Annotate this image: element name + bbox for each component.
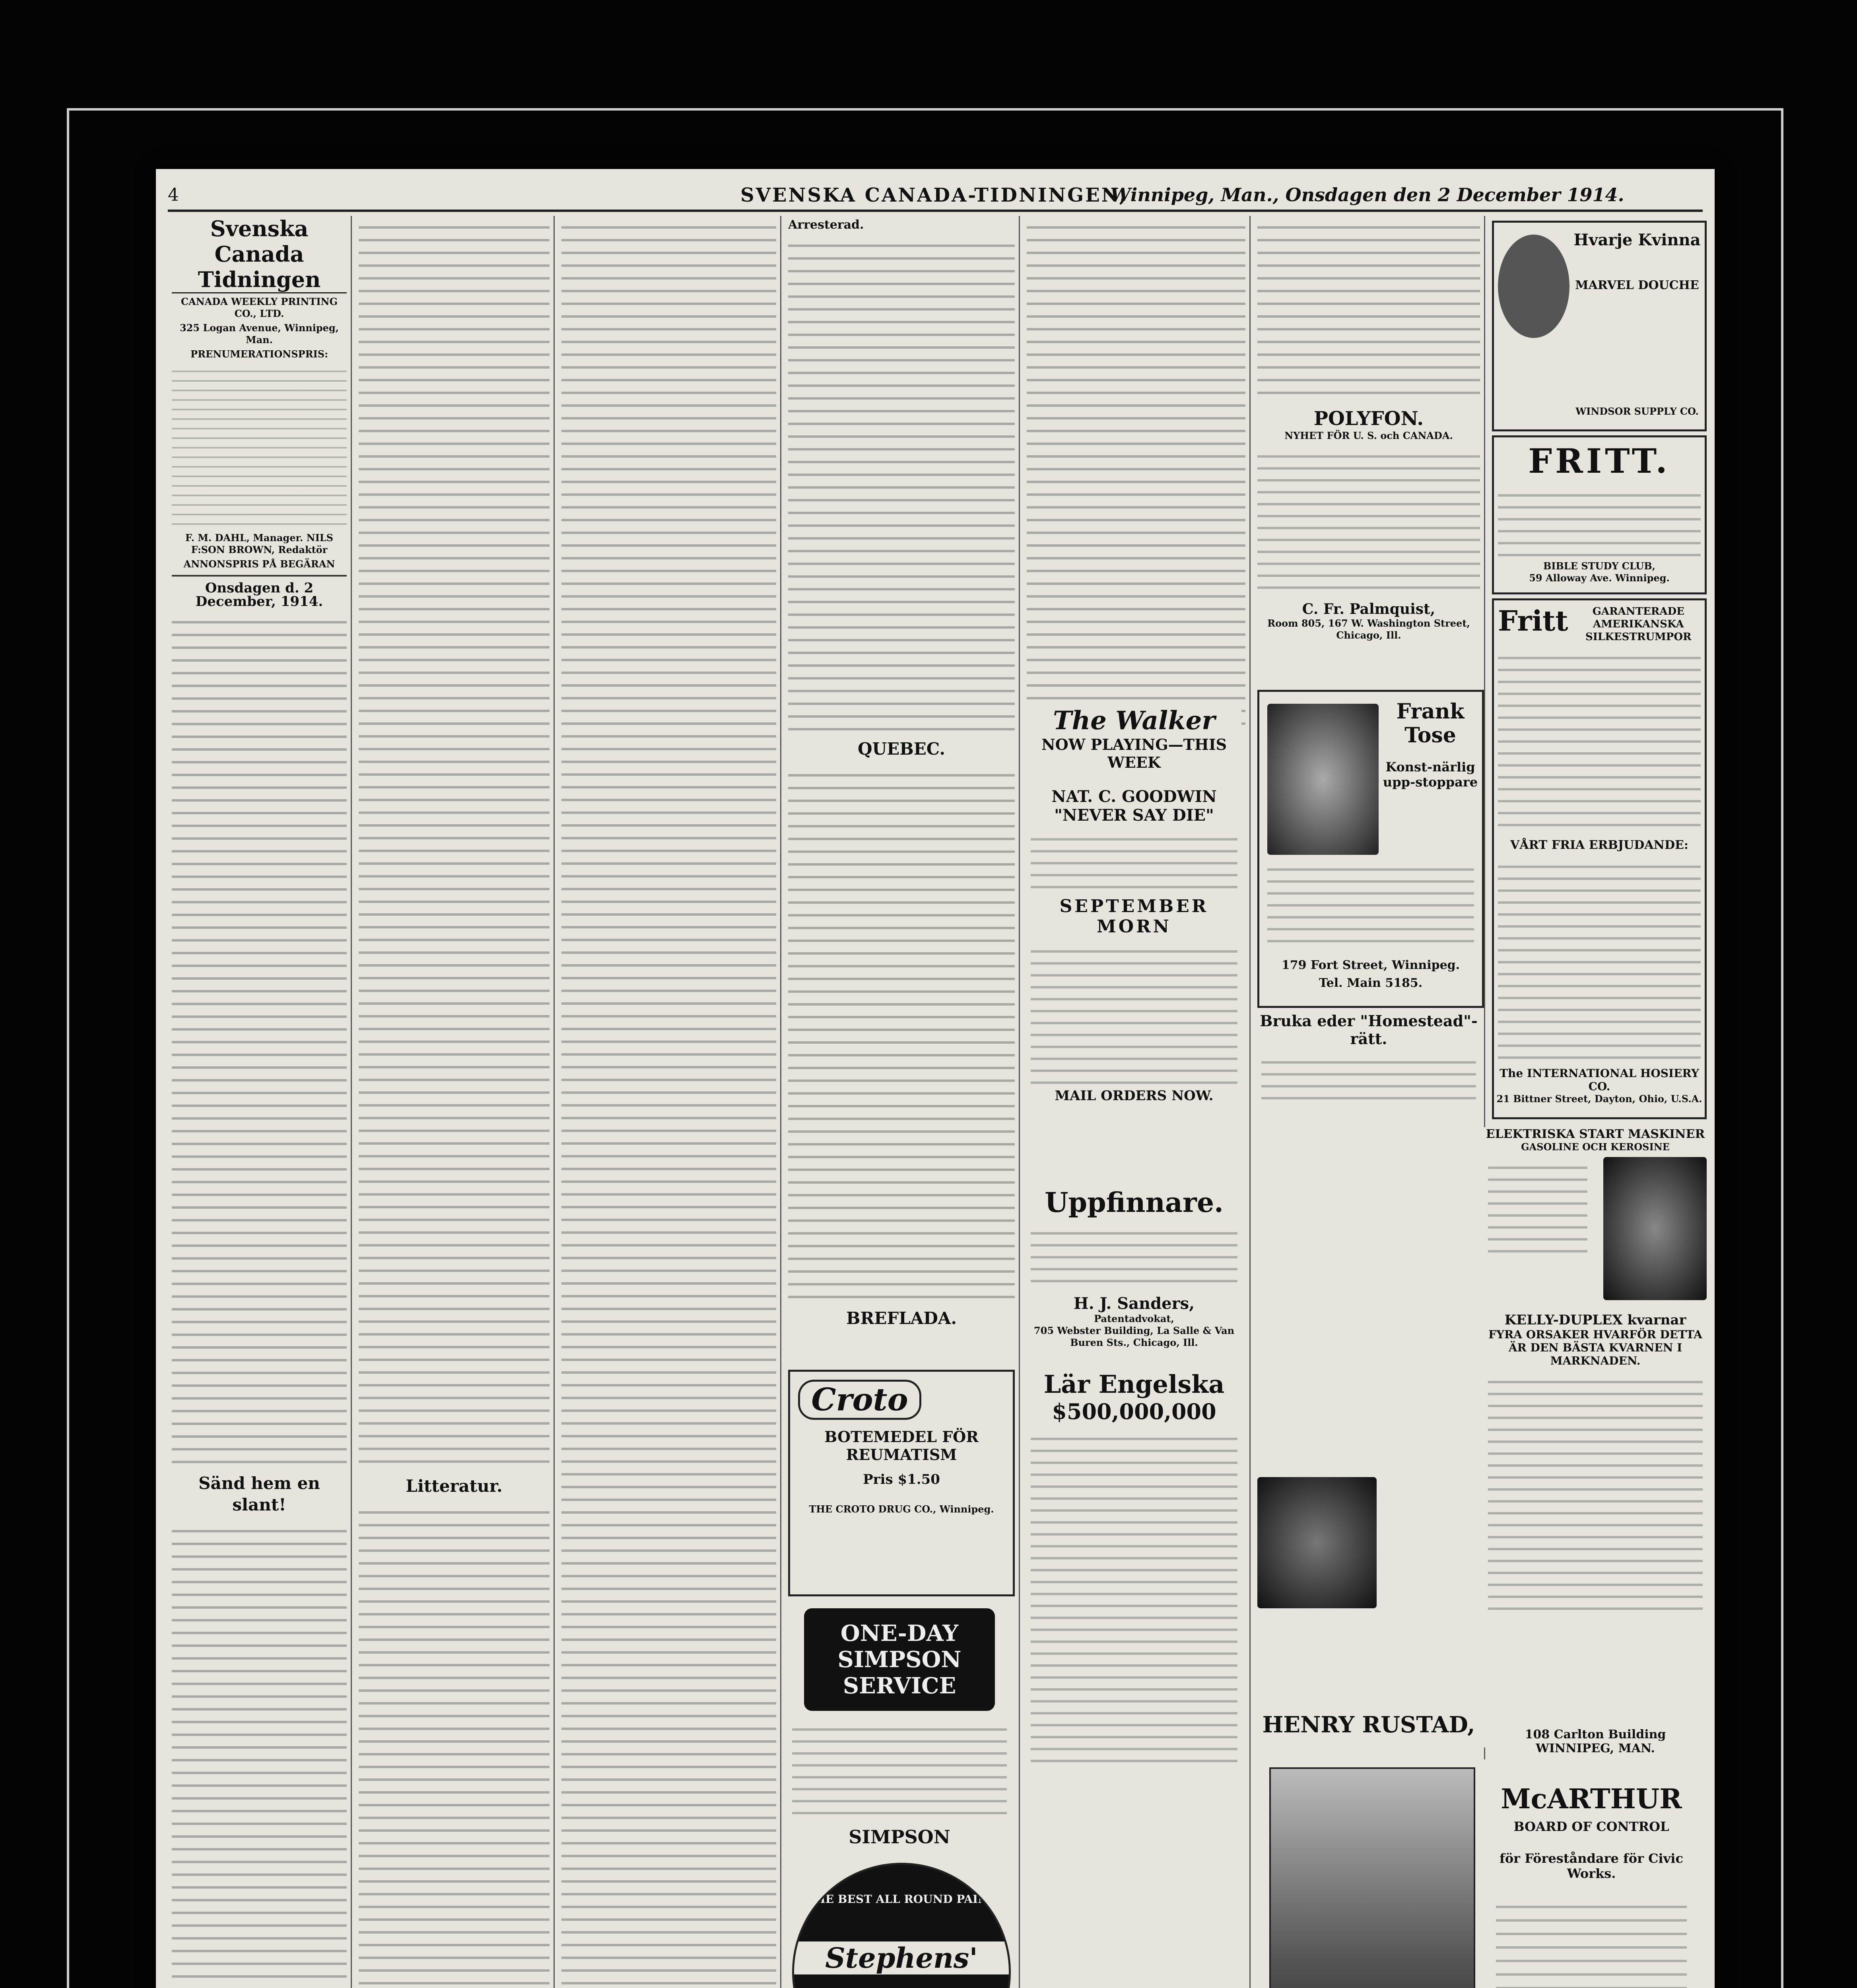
- ad-simpson: [788, 1600, 1011, 1855]
- section-heading: Litteratur.: [406, 1476, 503, 1496]
- column-text: [359, 216, 550, 1468]
- ad-title: Frank Tose: [1396, 699, 1465, 747]
- section-heading: BREFLADA.: [846, 1309, 957, 1328]
- candidate-portrait: [1269, 1767, 1475, 1988]
- ad-title: Bruka eder "Homestead"-rätt.: [1260, 1012, 1478, 1048]
- column-text: [1027, 216, 1245, 733]
- subscription-text: [172, 363, 347, 530]
- ad-body: [1498, 647, 1701, 834]
- column-rule: [351, 216, 352, 1988]
- ad-hosiery: [1492, 598, 1707, 1119]
- ad-product: BOTEMEDEL FÖR REUMATISM: [824, 1428, 979, 1464]
- ad-body: [1031, 1223, 1237, 1290]
- ad-bible-study: [1492, 435, 1707, 594]
- mill-illustration: [1257, 1477, 1377, 1608]
- ad-body: [1488, 1371, 1703, 1610]
- ad-subheading: VÅRT FRIA ERBJUDANDE:: [1510, 838, 1688, 852]
- ad-title: Uppfinnare.: [1045, 1187, 1224, 1219]
- ad-address: 705 Webster Building, La Salle & Van Buren Sts., Chicago, Ill.: [1033, 1325, 1235, 1348]
- ad-subtitle: NYHET FÖR U. S. och CANADA.: [1284, 430, 1453, 441]
- ad-sanders-patent: [1027, 1187, 1241, 1362]
- ad-sender: H. J. Sanders,: [1073, 1294, 1195, 1313]
- syringe-illustration: [1498, 235, 1570, 338]
- column-rule: [780, 216, 781, 1988]
- paper-title: SVENSKA CANADA-TIDNINGEN,: [740, 184, 1128, 206]
- ad-body: [1031, 829, 1237, 892]
- ad-headline: NOW PLAYING—THIS WEEK: [1041, 736, 1227, 771]
- ad-body: [1496, 1895, 1687, 1988]
- column-5: [1027, 216, 1245, 741]
- ad-body: [1488, 1157, 1587, 1260]
- page-number: 4: [168, 185, 179, 205]
- ad-brand: MARVEL DOUCHE: [1575, 278, 1699, 292]
- ad-title: ELEKTRISKA START MASKINER: [1486, 1127, 1705, 1141]
- ad-subtitle: GASOLINE OCH KEROSINE: [1521, 1141, 1670, 1153]
- ad-body: [1031, 1428, 1237, 1770]
- ad-body: [1498, 485, 1701, 556]
- ad-subtitle: BOARD OF CONTROL: [1513, 1819, 1669, 1834]
- ad-headline: THE BEST ALL ROUND PAINT: [806, 1893, 996, 1906]
- ad-body: [1031, 941, 1237, 1084]
- ad-sender: BIBLE STUDY CLUB,: [1543, 560, 1655, 572]
- ad-title: Lär Engelska: [1043, 1370, 1225, 1399]
- publisher-line: CANADA WEEKLY PRINTING CO., LTD.: [181, 296, 338, 319]
- ad-office: för Föreståndare för Civic Works.: [1500, 1851, 1683, 1881]
- ad-company: THE CROTO DRUG CO., Winnipeg.: [809, 1503, 994, 1515]
- newspaper-page: [156, 169, 1715, 1988]
- ad-brand: Stephens': [794, 1941, 1009, 1974]
- column-text: [359, 1501, 550, 1988]
- ad-walker-theatre: [1027, 706, 1241, 1163]
- ram-head-illustration: [1267, 704, 1379, 855]
- ad-phone: Tel. Main 5185.: [1319, 976, 1423, 990]
- ad-croto: [788, 1370, 1015, 1596]
- ad-star: NAT. C. GOODWIN: [1051, 787, 1217, 806]
- page-masthead: [168, 182, 1703, 212]
- ad-headline: FYRA ORSAKER HVARFÖR DETTA ÄR DEN BÄSTA KVARNEN I MARKNADEN.: [1488, 1328, 1702, 1367]
- column-2: [359, 216, 550, 1988]
- ad-stephens-paint: [792, 1863, 1011, 1988]
- ad-rustad-name: HENRY RUSTAD,: [1262, 1712, 1475, 1738]
- publisher-address: 325 Logan Avenue, Winnipeg, Man.: [179, 322, 339, 346]
- column-text: [788, 234, 1015, 731]
- subscription-heading: PRENUMERATIONSPRIS:: [190, 348, 328, 360]
- ad-product: KELLY-DUPLEX kvarnar: [1504, 1312, 1686, 1328]
- ads-heading: ANNONSPRIS PÅ BEGÄRAN: [183, 558, 335, 570]
- ad-play: "NEVER SAY DIE": [1054, 806, 1214, 825]
- ad-address: Room 805, 167 W. Washington Street, Chicago, Ill.: [1267, 617, 1470, 641]
- ad-brand: Croto: [798, 1380, 921, 1420]
- column-rule: [554, 216, 555, 1988]
- section-heading: Arresterad.: [788, 218, 864, 232]
- ad-address: 179 Fort Street, Winnipeg.: [1281, 958, 1460, 972]
- ad-next-show: SEPTEMBER MORN: [1059, 896, 1209, 937]
- column-text: [172, 611, 347, 1466]
- ad-homestead: [1257, 1012, 1480, 1099]
- ad-frank-tose: [1257, 690, 1484, 1008]
- column-text: [788, 764, 1015, 1301]
- ad-title: The Walker: [1053, 706, 1216, 736]
- ad-mail-orders: MAIL ORDERS NOW.: [1055, 1088, 1214, 1104]
- ad-subtitle: Patentadvokat,: [1094, 1313, 1174, 1324]
- ad-address: 59 Alloway Ave. Winnipeg.: [1529, 572, 1670, 584]
- ad-headline: GARANTERADE AMERIKANSKA SILKESTRUMPOR: [1585, 606, 1692, 643]
- ad-engelska: [1027, 1370, 1241, 1787]
- ad-company: The INTERNATIONAL HOSIERY CO.: [1500, 1067, 1699, 1093]
- ad-title: Fritt: [1498, 604, 1568, 637]
- ad-body: [1267, 859, 1474, 950]
- ad-title: Hvarje Kvinna: [1573, 231, 1701, 249]
- ad-marvel-douche: [1492, 221, 1707, 431]
- nameplate: Svenska Canada Tidningen: [172, 216, 347, 293]
- ad-body: [1257, 446, 1480, 597]
- column-rule: [1019, 216, 1020, 1988]
- ad-title: McARTHUR: [1501, 1783, 1682, 1815]
- machine-illustration: [1603, 1157, 1707, 1300]
- column-1: [172, 216, 347, 1988]
- ad-kelly-duplex: [1484, 1127, 1707, 1747]
- ad-tagline: Konst-närlig upp-stoppare: [1383, 759, 1478, 790]
- ad-body: [792, 1719, 1007, 1822]
- section-heading: Sänd hem en slant!: [198, 1474, 320, 1514]
- paper-date: Winnipeg, Man., Onsdagen den 2 December 1914.: [1110, 184, 1624, 206]
- column-text: [561, 216, 776, 1988]
- column-rule: [1249, 216, 1251, 1988]
- ad-body: [1261, 1052, 1476, 1099]
- ad-address: 21 Bittner Street, Dayton, Ohio, U.S.A.: [1496, 1093, 1702, 1105]
- ad-amount: $500,000,000: [1052, 1399, 1216, 1424]
- column-text: [1257, 216, 1480, 435]
- section-heading: QUEBEC.: [857, 739, 946, 759]
- ad-rustad-address: 108 Carlton Building WINNIPEG, MAN.: [1525, 1728, 1666, 1755]
- column-4: [788, 216, 1015, 1377]
- ad-brand: SIMPSON: [849, 1826, 950, 1848]
- dateline: Onsdagen d. 2 December, 1914.: [195, 580, 323, 610]
- ad-polyfon: [1253, 404, 1484, 654]
- ad-title: FRITT.: [1528, 441, 1671, 481]
- ad-price: Pris $1.50: [863, 1472, 940, 1487]
- column-3: [561, 216, 776, 1988]
- ad-title: ONE-DAY SIMPSON SERVICE: [804, 1608, 995, 1711]
- ad-title: POLYFON.: [1313, 408, 1424, 430]
- divider: [172, 575, 347, 577]
- ad-sender: WINDSOR SUPPLY CO.: [1575, 406, 1699, 417]
- ad-sender: C. Fr. Palmquist,: [1302, 601, 1435, 617]
- ad-body: [1498, 856, 1701, 1063]
- editors-line: F. M. DAHL, Manager. NILS F:SON BROWN, Redaktör: [185, 532, 333, 555]
- column-text: [172, 1520, 347, 1988]
- ad-mcarthur: [1257, 1759, 1703, 1988]
